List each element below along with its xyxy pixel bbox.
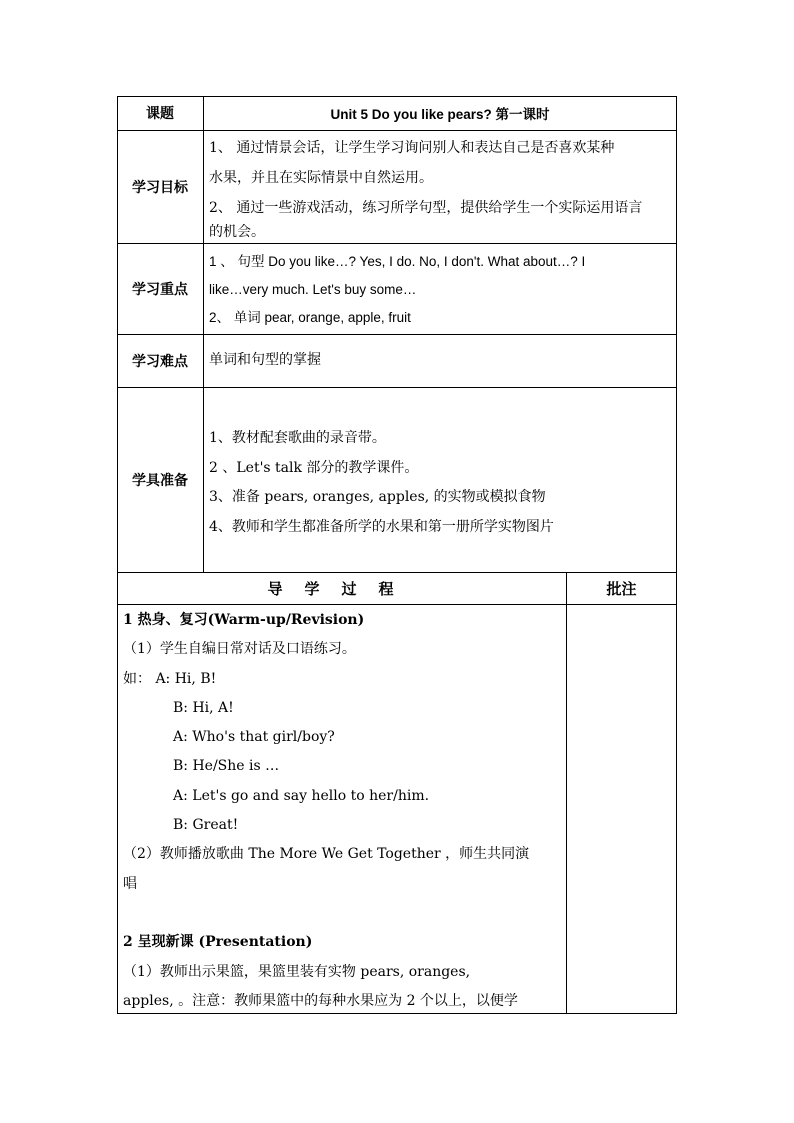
process-content [123, 606, 563, 1014]
objective-line: 水果，并且在实际情景中自然运用。 [209, 170, 433, 186]
dialogue-line: 如： A: Hi, B! [123, 670, 217, 687]
process-line: （1）教师出示果篮，果篮里装有实物 pears, oranges, [123, 963, 471, 980]
objectives-label: 学习目标 [132, 179, 188, 196]
section-heading: 1 热身、复习(Warm-up/Revision) [123, 612, 365, 628]
preparation-line: 4、教师和学生都准备所学的水果和第一册所学实物图片 [209, 518, 554, 535]
blank-line [123, 899, 563, 928]
key-points-content [209, 248, 671, 334]
dialogue-line: A: Who's that girl/boy? [173, 729, 335, 746]
objective-line: 2、 通过一些游戏活动，练习所学句型，提供给学生一个实际运用语言 [209, 200, 643, 216]
objective-line: 1、 通过情景会话，让学生学习询问别人和表达自己是否喜欢某种 [209, 140, 615, 156]
preparation-line: 2 、Let's talk 部分的教学课件。 [209, 459, 419, 476]
key-point-line: like…very much. Let's buy some… [209, 282, 417, 297]
key-points-label: 学习重点 [132, 281, 188, 298]
preparation-label: 学具准备 [132, 472, 188, 489]
process-heading: 导学过程 [267, 579, 416, 598]
preparation-content [209, 424, 671, 544]
key-point-line: 2、 单词 pear, orange, apple, fruit [209, 310, 411, 325]
objectives-content [209, 131, 671, 245]
dialogue-line: B: He/She is … [173, 758, 280, 775]
difficulty-text: 单词和句型的掌握 [209, 352, 321, 368]
process-line: apples, 。注意：教师果篮中的每种水果应为 2 个以上，以便学 [123, 992, 518, 1009]
preparation-line: 3、准备 pears, oranges, apples, 的实物或模拟食物 [209, 489, 546, 505]
process-line: （2）教师播放歌曲 The More We Get Together ，师生共同演 [123, 846, 530, 863]
difficulties-content [209, 334, 671, 387]
topic-label: 课题 [146, 106, 174, 122]
preparation-line: 1、教材配套歌曲的录音带。 [209, 430, 386, 446]
dialogue-line: B: Great! [173, 817, 239, 834]
process-line: 唱 [123, 875, 137, 892]
column-divider [566, 572, 567, 1014]
key-point-line: 1 、 句型 Do you like…? Yes, I do. No, I don't. What about…? I [209, 254, 586, 269]
lesson-title: Unit 5 Do you like pears? 第一课时 [330, 107, 550, 122]
notes-heading: 批注 [606, 579, 637, 598]
difficulties-label: 学习难点 [132, 353, 188, 370]
objective-line: 的机会。 [209, 224, 265, 240]
dialogue-line: A: Let's go and say hello to her/him. [173, 787, 430, 804]
row-divider [117, 604, 677, 605]
section-heading: 2 呈现新课 (Presentation) [123, 934, 313, 951]
process-line: （1）学生自编日常对话及口语练习。 [123, 641, 356, 658]
column-divider [203, 96, 204, 572]
dialogue-line: B: Hi, A! [173, 699, 234, 716]
